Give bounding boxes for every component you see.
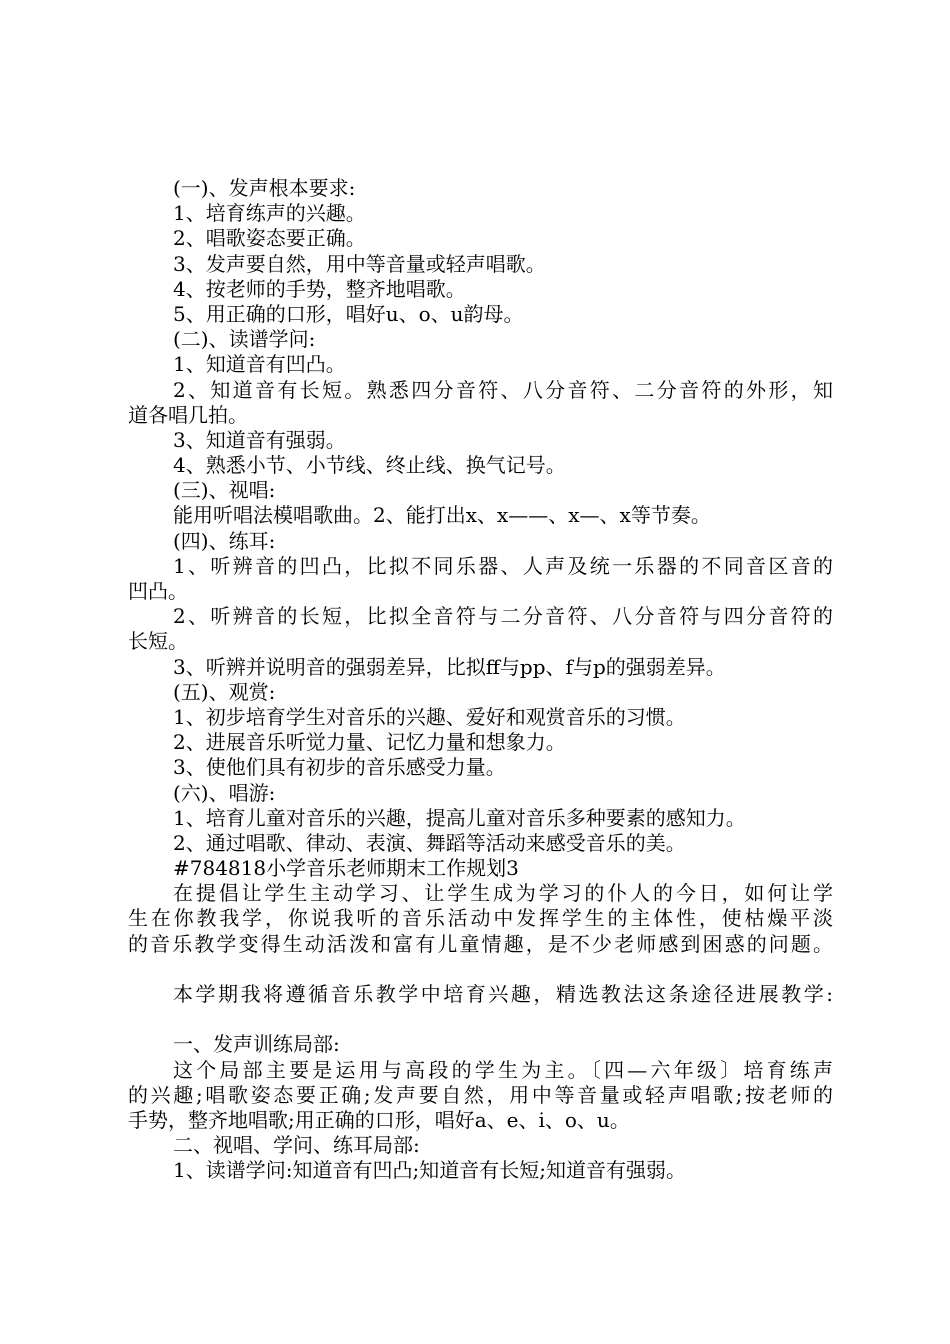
text-line: 这个局部主要是运用与高段的学生为主。〔四—六年级〕培育练声 — [173, 1057, 833, 1082]
text-line: 1、听辨音的凹凸，比拟不同乐器、人声及统一乐器的不同音区音的 — [173, 553, 833, 578]
text-line: 4、熟悉小节、小节线、终止线、换气记号。 — [173, 453, 566, 478]
text-line: (二)、读谱学问: — [173, 327, 316, 352]
text-line: 在提倡让学生主动学习、让学生成为学习的仆人的今日，如何让学 — [173, 881, 833, 906]
text-line: 的音乐教学变得生动活泼和富有儿童情趣，是不少老师感到困惑的问题。 — [128, 931, 833, 956]
text-line: (一)、发声根本要求: — [173, 176, 356, 200]
text-line: 本学期我将遵循音乐教学中培育兴趣，精选教法这条途径进展教学: — [173, 982, 833, 1006]
text-line: 2、通过唱歌、律动、表演、舞蹈等活动来感受音乐的美。 — [173, 830, 686, 855]
text-line: 4、按老师的手势，整齐地唱歌。 — [173, 276, 466, 301]
text-line: 手势，整齐地唱歌;用正确的口形，唱好a、e、i、o、u。 — [128, 1107, 630, 1132]
text-line: 二、视唱、学问、练耳局部: — [173, 1133, 420, 1158]
text-line: (三)、视唱: — [173, 478, 276, 503]
text-line: 1、初步培育学生对音乐的兴趣、爱好和观赏音乐的习惯。 — [173, 704, 686, 729]
text-line: 1、知道音有凹凸。 — [173, 352, 346, 377]
text-line: 1、培育练声的兴趣。 — [173, 201, 366, 226]
section-title: #784818小学音乐老师期末工作规划3 — [173, 856, 519, 881]
text-line: 1、培育儿童对音乐的兴趣，提高儿童对音乐多种要素的感知力。 — [173, 805, 746, 830]
text-line: 凹凸。 — [128, 579, 188, 603]
text-line: (六)、唱游: — [173, 780, 276, 805]
text-line: 3、知道音有强弱。 — [173, 427, 346, 452]
text-line: (五)、观赏: — [173, 679, 276, 704]
text-line: 生在你教我学，你说我听的音乐活动中发挥学生的主体性，使枯燥平淡 — [128, 906, 833, 931]
text-line: 2、进展音乐听觉力量、记忆力量和想象力。 — [173, 730, 566, 755]
text-line: 一、发声训练局部: — [173, 1032, 340, 1057]
text-line: 长短。 — [128, 629, 188, 654]
text-line: 3、使他们具有初步的音乐感受力量。 — [173, 755, 506, 780]
text-line: 5、用正确的口形，唱好u、o、u韵母。 — [173, 301, 524, 326]
text-line: 道各唱几拍。 — [128, 402, 248, 427]
text-line: 2、听辨音的长短，比拟全音符与二分音符、八分音符与四分音符的 — [173, 604, 833, 629]
blank-line — [128, 957, 833, 982]
text-line: 3、听辨并说明音的强弱差异，比拟ff与pp、f与p的强弱差异。 — [173, 654, 726, 679]
text-line: 2、知道音有长短。熟悉四分音符、八分音符、二分音符的外形，知 — [173, 377, 833, 402]
document-body — [128, 176, 833, 1184]
text-line: 3、发声要自然，用中等音量或轻声唱歌。 — [173, 251, 546, 276]
text-line: 1、读谱学问:知道音有凹凸;知道音有长短;知道音有强弱。 — [173, 1158, 686, 1183]
text-line: 2、唱歌姿态要正确。 — [173, 226, 366, 251]
text-line: 的兴趣;唱歌姿态要正确;发声要自然，用中等音量或轻声唱歌;按老师的 — [128, 1082, 833, 1107]
text-line: (四)、练耳: — [173, 528, 276, 553]
text-line: 能用听唱法模唱歌曲。2、能打出x、x——、x—、x等节奏。 — [173, 503, 711, 528]
blank-line — [128, 1007, 833, 1032]
